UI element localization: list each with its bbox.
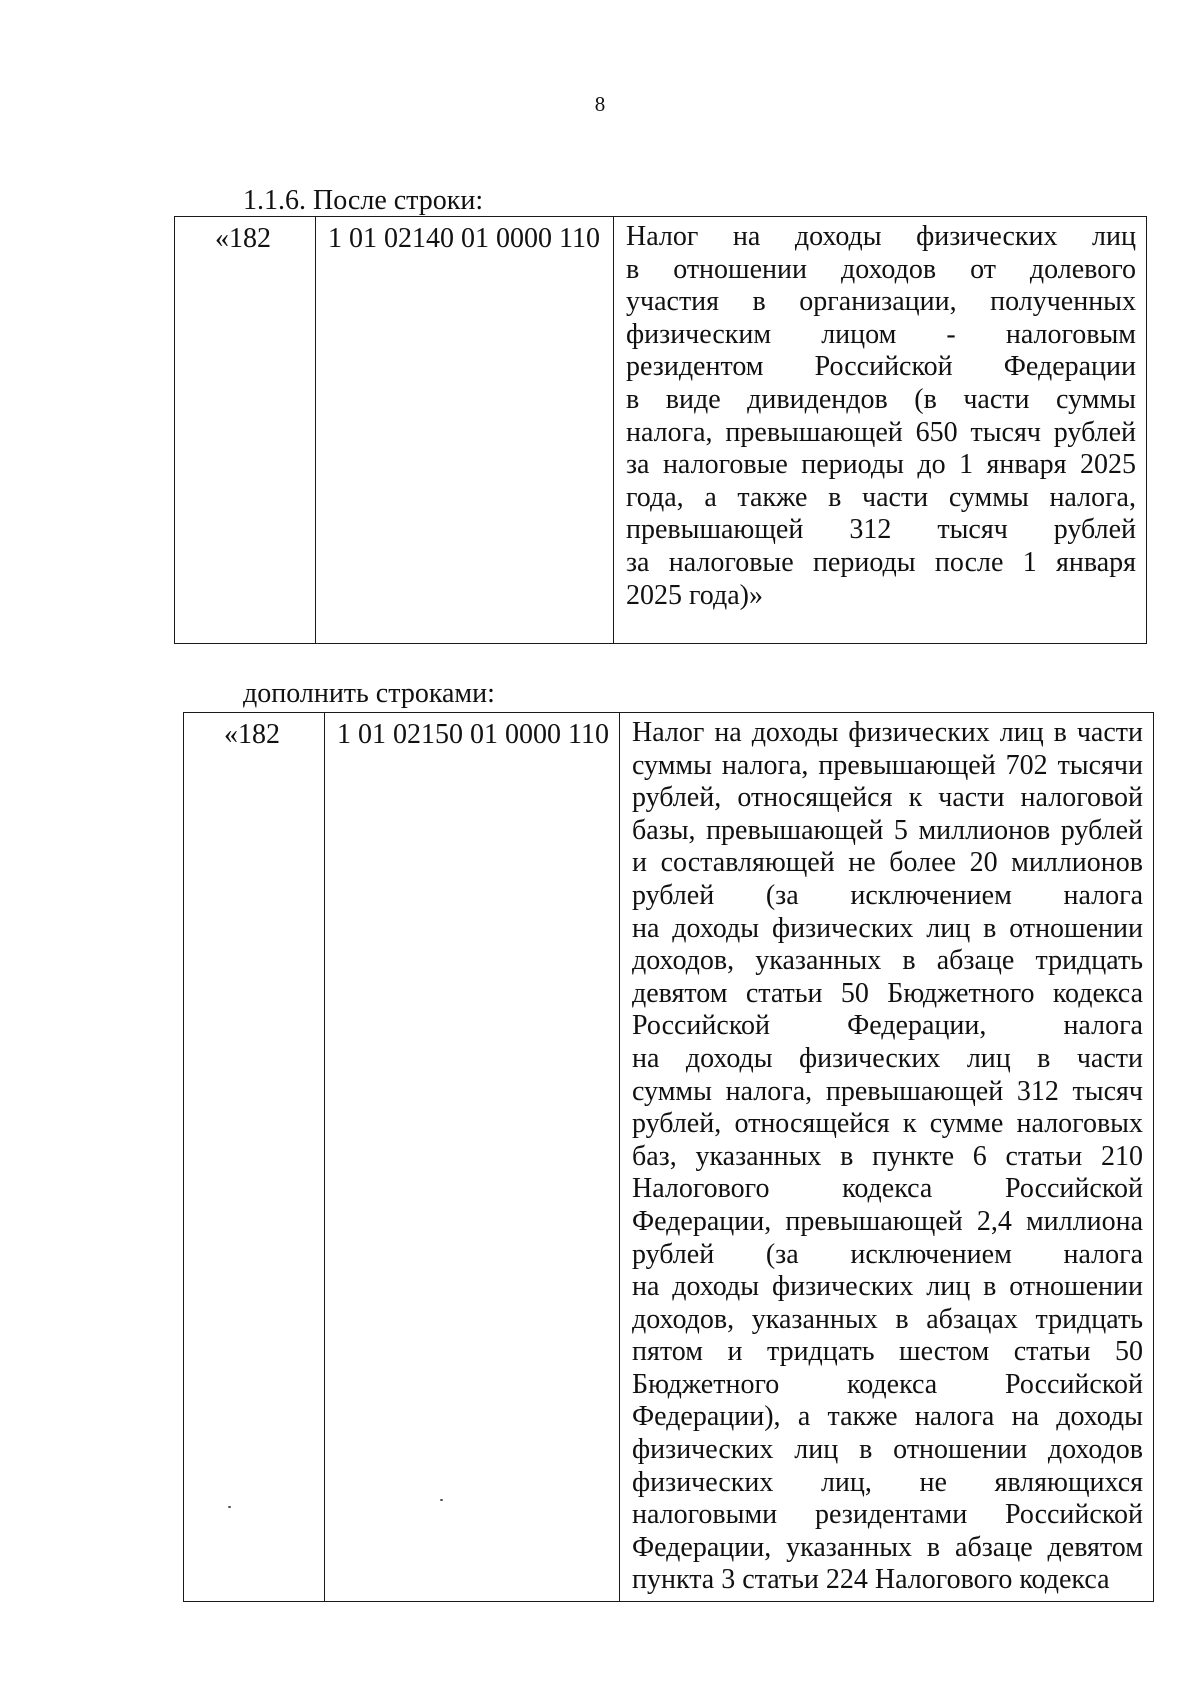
kbk-prefix: «182 (215, 223, 271, 254)
description-line: девятом статьи 50 Бюджетного кодекса (632, 977, 1143, 1009)
description-line: рублей, относящейся к части налоговой (632, 782, 1143, 814)
description-line: налоговыми резидентами Российской (632, 1499, 1143, 1531)
description-line: рублей, относящейся к сумме налоговых (632, 1108, 1143, 1140)
description-line: Федерации), а также налога на доходы (632, 1401, 1143, 1433)
kbk-prefix-cell (175, 217, 316, 644)
description-line: физическим лицом - налоговым (626, 318, 1136, 350)
kbk-prefix: «182 (224, 719, 280, 750)
description-line: доходов, указанных в абзацах тридцать (632, 1303, 1143, 1335)
description-line: физических лиц в отношении доходов (632, 1434, 1143, 1466)
table-row (184, 713, 1154, 1602)
description-line: доходов, указанных в абзаце тридцать (632, 945, 1143, 977)
description-line: в отношении доходов от долевого (626, 253, 1136, 285)
description-line: физических лиц, не являющихся (632, 1466, 1143, 1498)
description-line: и составляющей не более 20 миллионов (632, 847, 1143, 879)
description-line: базы, превышающей 5 миллионов рублей (632, 814, 1143, 846)
section-2-table (183, 712, 1154, 1602)
scan-speck (228, 1506, 231, 1508)
kbk-code: 1 01 02150 01 0000 110 (337, 719, 609, 750)
description-line: суммы налога, превышающей 702 тысячи (632, 749, 1143, 781)
description-line: на доходы физических лиц в отношении (632, 1271, 1143, 1303)
table-row (175, 217, 1147, 644)
description-line: пятом и тридцать шестом статьи 50 (632, 1336, 1143, 1368)
description-line: на доходы физических лиц в части (632, 1042, 1143, 1074)
description-line: Налог на доходы физических лиц (626, 221, 1136, 252)
description-line: пункта 3 статьи 224 Налогового кодекса (632, 1564, 1110, 1596)
description-line: превышающей 312 тысяч рублей (626, 514, 1136, 546)
kbk-code-cell (316, 217, 614, 644)
description-line: участия в организации, полученных (626, 286, 1136, 318)
description-line: Налогового кодекса Российской (632, 1173, 1143, 1205)
description-line: в виде дивидендов (в части суммы (626, 383, 1136, 415)
description-line: года, а также в части суммы налога, (626, 481, 1136, 513)
description-line: Федерации, превышающей 2,4 миллиона (632, 1205, 1143, 1237)
description-line: за налоговые периоды до 1 января 2025 (626, 449, 1136, 481)
description-line: Федерации, указанных в абзаце девятом (632, 1531, 1143, 1563)
section-2-intro: дополнить строками: (243, 678, 495, 709)
description-line: Бюджетного кодекса Российской (632, 1368, 1143, 1400)
page-number: 8 (594, 92, 606, 116)
description-text (620, 713, 1153, 1597)
kbk-code-cell (325, 713, 620, 1602)
description-line: резидентом Российской Федерации (626, 351, 1136, 383)
description-cell (620, 713, 1154, 1602)
description-line: за налоговые периоды после 1 января (626, 546, 1136, 578)
description-line: суммы налога, превышающей 312 тысяч (632, 1075, 1143, 1107)
description-line: рублей (за исключением налога (632, 879, 1143, 911)
description-line: баз, указанных в пункте 6 статьи 210 (632, 1140, 1143, 1172)
description-line: 2025 года)» (626, 579, 763, 611)
description-text (614, 217, 1146, 612)
description-line: на доходы физических лиц в отношении (632, 912, 1143, 944)
description-line: Российской Федерации, налога (632, 1010, 1143, 1042)
description-cell (614, 217, 1147, 644)
description-line: рублей (за исключением налога (632, 1238, 1143, 1270)
description-line: Налог на доходы физических лиц в части (632, 717, 1143, 748)
scan-speck (440, 1499, 443, 1501)
description-line: налога, превышающей 650 тысяч рублей (626, 416, 1136, 448)
kbk-prefix-cell (184, 713, 325, 1602)
section-1-intro: 1.1.6. После строки: (243, 185, 484, 216)
kbk-code: 1 01 02140 01 0000 110 (328, 223, 600, 254)
section-1-table (174, 216, 1147, 644)
